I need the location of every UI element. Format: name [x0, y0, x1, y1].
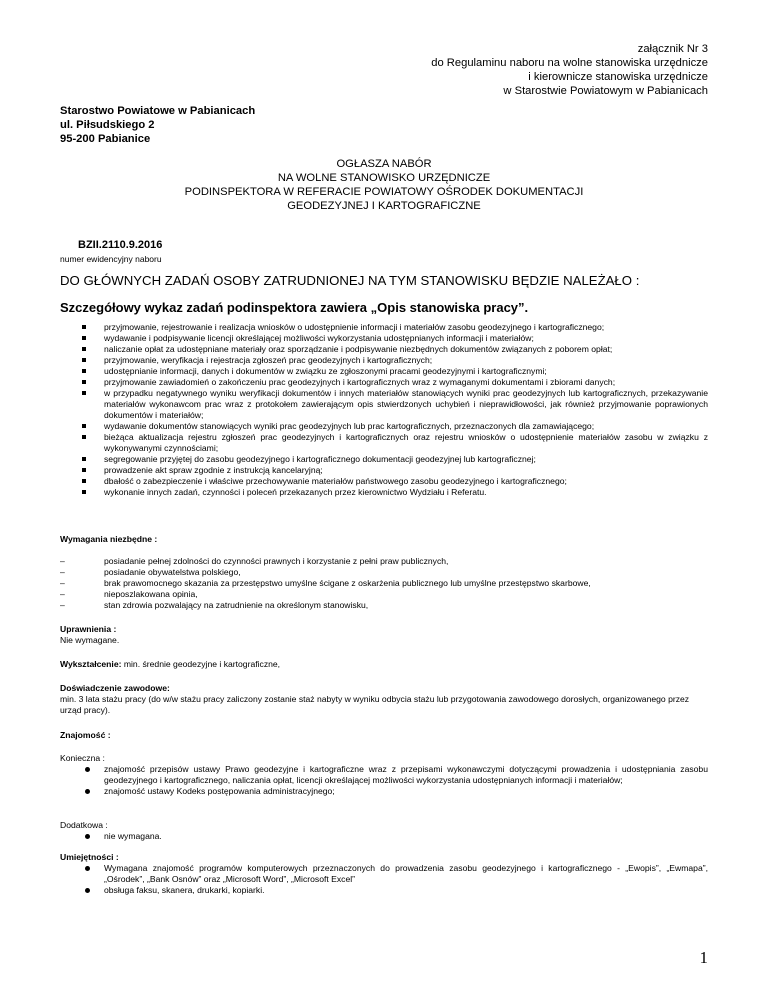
reference-number: BZII.2110.9.2016 [78, 239, 163, 251]
skill-text: Wymagana znajomość programów komputerowych przeznaczonych do prowadzenia zasobu geodezyjnego i kartograficznego - „Ewopis”, „Ewmapa”, „Ośrodek”, „Bank Osnów” oraz „Microsoft Word”, „Microsoft Excel” [104, 863, 708, 884]
requirement-text: stan zdrowia pozwalający na zatrudnienie na określonym stanowisku, [104, 600, 369, 610]
annex-line-4: w Starostwie Powiatowym w Pabianicach [503, 85, 708, 97]
task-text: wykonanie innych zadań, czynności i poleceń przekazanych przez kierownictwo Wydziału i Referatu. [104, 487, 487, 497]
skills-heading: Umiejętności : [60, 852, 119, 862]
task-text: naliczanie opłat za udostępniane materiały oraz sporządzanie i podpisywanie niezbędnych dokumentów związanych z poborem opłat; [104, 344, 613, 354]
list-item [60, 322, 708, 333]
list-item [60, 600, 708, 611]
requirement-text: nieposzlakowana opinia, [104, 589, 198, 599]
list-item [60, 377, 708, 388]
experience-heading: Doświadczenie zawodowe: [60, 683, 170, 693]
announcement-line-1: OGŁASZA NABÓR [336, 158, 432, 170]
experience-section [60, 683, 708, 716]
list-item [60, 366, 708, 377]
permissions-section [60, 624, 708, 646]
organization-address [60, 104, 255, 146]
requirement-text: posiadanie obywatelstwa polskiego, [104, 567, 241, 577]
details-heading: Szczegółowy wykaz zadań podinspektora zawiera „Opis stanowiska pracy”. [60, 300, 529, 315]
list-item [60, 432, 708, 454]
knowledge-additional [60, 820, 708, 842]
task-text: przyjmowanie, weryfikacja i rejestracja zgłoszeń prac geodezyjnych i kartograficznych; [104, 355, 433, 365]
annex-line-2: do Regulaminu naboru na wolne stanowiska urzędnicze [431, 57, 708, 69]
dash-bullet-icon: – [60, 589, 65, 599]
dash-bullet-icon: – [60, 567, 65, 577]
annex-line-3: i kierownicze stanowiska urzędnicze [528, 71, 708, 83]
knowledge-additional-label: Dodatkowa : [60, 820, 108, 830]
square-bullet-icon [82, 457, 86, 461]
education-text: min. średnie geodezyjne i kartograficzne, [121, 659, 281, 669]
education-section [60, 659, 708, 670]
square-bullet-icon [82, 347, 86, 351]
skills-section [60, 852, 708, 896]
announcement-line-3: PODINSPEKTORA W REFERACIE POWIATOWY OŚRODEK DOKUMENTACJI [184, 186, 584, 198]
dash-bullet-icon: – [60, 556, 65, 566]
task-text: bieżąca aktualizacja rejestru zgłoszeń prac geodezyjnych i kartograficznych oraz rejestru wniosków o udostępnienie materiałów zasobu w związku z wykonywanymi czynnościami; [104, 432, 708, 453]
round-bullet-icon [85, 789, 90, 794]
organization-name: Starostwo Powiatowe w Pabianicach [60, 105, 256, 117]
round-bullet-icon [85, 888, 90, 893]
list-item [60, 355, 708, 366]
list-item [60, 863, 708, 885]
task-text: segregowanie przyjętej do zasobu geodezyjnego i kartograficznego dokumentacji geodezyjnej lub kartograficznej; [104, 454, 536, 464]
announcement-line-4: GEODEZYJNEJ I KARTOGRAFICZNE [287, 200, 481, 212]
announcement-title [60, 157, 708, 213]
permissions-heading: Uprawnienia : [60, 624, 117, 634]
experience-text: min. 3 lata stażu pracy (do w/w stażu pracy zaliczony zostanie staż nabyty w wyniku odbycia stażu lub przygotowania zawodowego dorosłych, organizowanego przez urząd pracy). [60, 694, 690, 715]
knowledge-required-label: Konieczna : [60, 753, 105, 763]
knowledge-required-list [60, 764, 708, 797]
list-item [60, 764, 708, 786]
square-bullet-icon [82, 468, 86, 472]
round-bullet-icon [85, 834, 90, 839]
dash-bullet-icon: – [60, 578, 65, 588]
education-heading: Wykształcenie: [60, 659, 122, 669]
annex-header [431, 42, 708, 98]
list-item [60, 578, 708, 589]
round-bullet-icon [85, 866, 90, 871]
task-text: przyjmowanie zawiadomień o zakończeniu prac geodezyjnych i kartograficznych wraz z wymaganymi dokumentami i zbiorami danych; [104, 377, 616, 387]
square-bullet-icon [82, 490, 86, 494]
square-bullet-icon [82, 325, 86, 329]
list-item [60, 421, 708, 432]
dash-bullet-icon: – [60, 600, 65, 610]
list-item [60, 556, 708, 567]
task-list [60, 322, 708, 498]
square-bullet-icon [82, 369, 86, 373]
requirements-list [60, 556, 708, 611]
annex-line-1: załącznik Nr 3 [637, 43, 708, 55]
announcement-line-2: NA WOLNE STANOWISKO URZĘDNICZE [277, 172, 491, 184]
list-item [60, 567, 708, 578]
list-item [60, 465, 708, 476]
task-text: udostępnianie informacji, danych i dokumentów w związku ze zgłoszonymi pracami geodezyjnymi i kartograficznymi; [104, 366, 547, 376]
list-item [60, 388, 708, 421]
task-text: dbałość o zabezpieczenie i właściwe przechowywanie materiałów państwowego zasobu geodezyjnego i kartograficznego; [104, 476, 567, 486]
square-bullet-icon [82, 424, 86, 428]
list-item [60, 333, 708, 344]
list-item [60, 885, 708, 896]
task-text: wydawanie dokumentów stanowiących wyniki prac geodezyjnych lub prac kartograficznych, przeznaczonych dla zamawiającego; [104, 421, 595, 431]
skill-text: obsługa faksu, skanera, drukarki, kopiarki. [104, 885, 265, 895]
square-bullet-icon [82, 479, 86, 483]
requirements-section [60, 534, 708, 611]
list-item [60, 831, 708, 842]
knowledge-text: znajomość ustawy Kodeks postępowania administracyjnego; [104, 786, 335, 796]
skills-list [60, 863, 708, 896]
list-item [60, 589, 708, 600]
square-bullet-icon [82, 380, 86, 384]
list-item [60, 476, 708, 487]
knowledge-text: nie wymagana. [104, 831, 162, 841]
requirements-heading: Wymagania niezbędne : [60, 534, 158, 544]
knowledge-section [60, 730, 708, 741]
duties-heading: DO GŁÓWNYCH ZADAŃ OSOBY ZATRUDNIONEJ NA TYM STANOWISKU BĘDZIE NALEŻAŁO : [60, 273, 640, 288]
knowledge-text: znajomość przepisów ustawy Prawo geodezyjne i kartograficzne wraz z przepisami wykonawczymi dotyczącymi prowadzenia i udostępniania zasobu geodezyjnego i kartograficznego, naliczania opłat, licencji określającej możliwości wykorzystania udostępnianych informacji i materiałów; [104, 764, 708, 785]
square-bullet-icon [82, 391, 86, 395]
task-text: w przypadku negatywnego wyniku weryfikacji dokumentów i innych materiałów stanowiących wyniki prac geodezyjnych lub kartograficznych, przekazywanie materiałów wykonawcom prac wraz z protokołem zawierającym opis stwierdzonych uchybień i nieprawidłowości, jak również przyjmowanie poprawionych dokumentów i materiałów; [104, 388, 708, 420]
square-bullet-icon [82, 435, 86, 439]
permissions-text: Nie wymagane. [60, 635, 120, 645]
list-item [60, 344, 708, 355]
list-item [60, 487, 708, 498]
round-bullet-icon [85, 767, 90, 772]
page-number: 1 [699, 948, 708, 967]
reference-caption: numer ewidencyjny naboru [60, 254, 162, 264]
knowledge-heading: Znajomość : [60, 730, 111, 740]
task-text: przyjmowanie, rejestrowanie i realizacja wniosków o udostępnienie informacji i materiałów zasobu geodezyjnego i kartograficznego; [104, 322, 605, 332]
square-bullet-icon [82, 358, 86, 362]
task-text: prowadzenie akt spraw zgodnie z instrukcją kancelaryjną; [104, 465, 323, 475]
organization-city: 95-200 Pabianice [60, 133, 151, 145]
requirement-text: brak prawomocnego skazania za przestępstwo umyślne ścigane z oskarżenia publicznego lub umyślne przestępstwo skarbowe, [104, 578, 591, 588]
organization-street: ul. Piłsudskiego 2 [60, 119, 155, 131]
requirement-text: posiadanie pełnej zdolności do czynności prawnych i korzystanie z pełni praw publicznych, [104, 556, 449, 566]
knowledge-additional-list [60, 831, 708, 842]
list-item [60, 786, 708, 797]
task-text: wydawanie i podpisywanie licencji określającej możliwości wykorzystania udostępnianych informacji i materiałów; [104, 333, 534, 343]
square-bullet-icon [82, 336, 86, 340]
knowledge-required [60, 753, 708, 797]
list-item [60, 454, 708, 465]
